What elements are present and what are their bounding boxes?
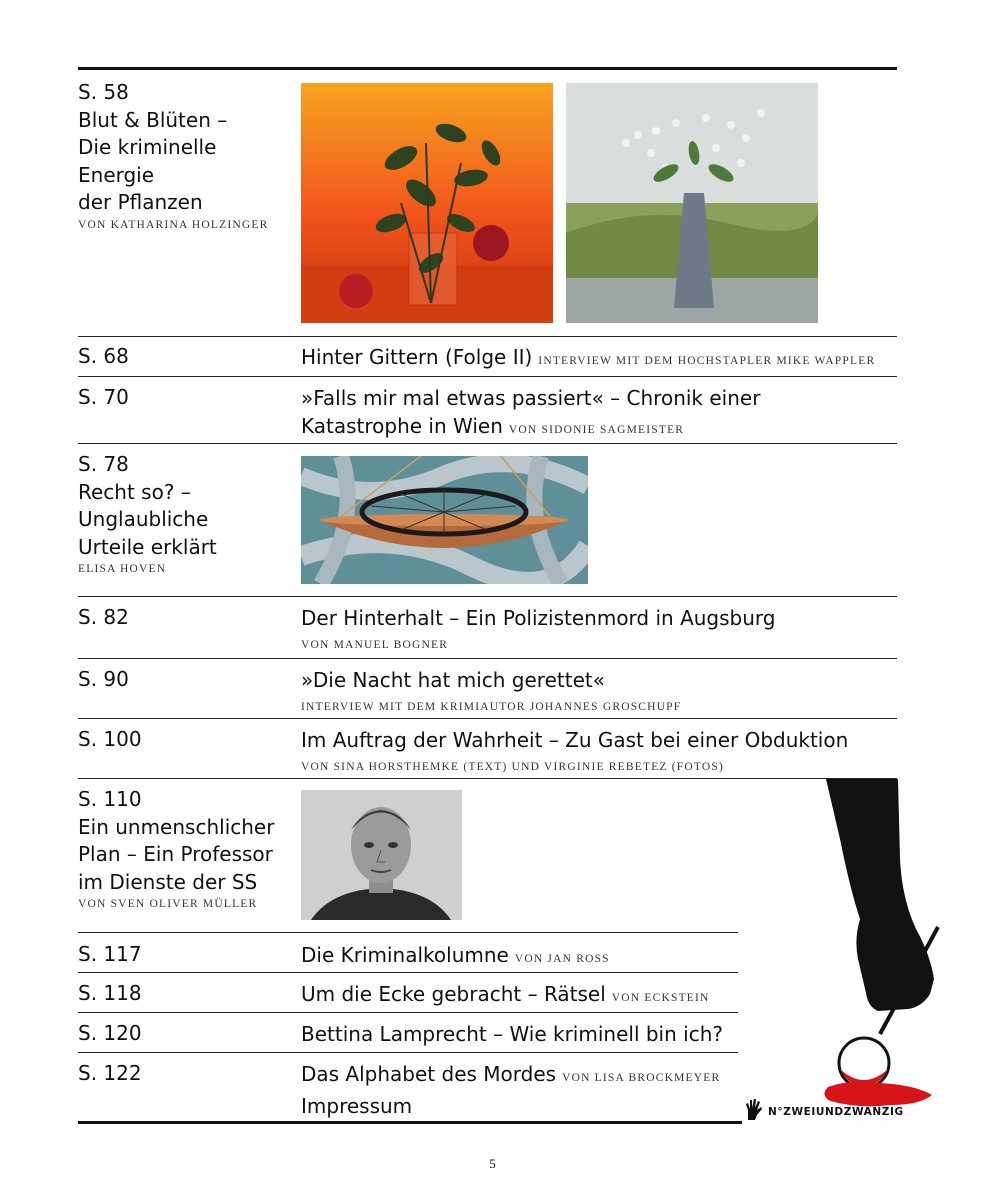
entry-title: Das Alphabet des Mordes (301, 1062, 557, 1086)
divider (78, 1012, 738, 1013)
entry-byline: VON ECKSTEIN (611, 992, 710, 1004)
hand-icon (744, 1098, 764, 1126)
divider (78, 718, 897, 719)
bottom-rule (78, 1121, 742, 1124)
page-number: S. 58 (78, 80, 129, 104)
toc-entry-120[interactable] (301, 1020, 897, 1048)
entry-title-line: Ein unmenschlicher (78, 814, 275, 839)
entry-title: Bettina Lamprecht – Wie kriminell bin ich? (301, 1022, 723, 1046)
entry-title: Hinter Gittern (Folge II) (301, 345, 533, 369)
page-number: S. 78 (78, 452, 129, 476)
entry-title: Um die Ecke gebracht – Rätsel (301, 982, 606, 1006)
divider (78, 596, 897, 597)
entry-title-line: Unglaubliche (78, 507, 209, 531)
magnifier-hand-illustration (820, 779, 940, 1114)
toc-entry-58[interactable] (78, 79, 293, 231)
toc-entry-68[interactable] (301, 343, 897, 375)
page-number: S. 82 (78, 605, 129, 629)
entry-byline: VON LISA BROCKMEYER (562, 1072, 721, 1084)
toc-entry-117[interactable] (301, 941, 897, 973)
page-number: S. 120 (78, 1021, 142, 1045)
entry-byline: VON SIDONIE SAGMEISTER (508, 424, 685, 436)
entry-title-line: Die kriminelle (78, 135, 217, 159)
toc-entry-110[interactable] (78, 786, 293, 910)
entry-title-line: Plan – Ein Professor (78, 842, 273, 866)
page-number: S. 100 (78, 727, 142, 751)
toc-entry-118[interactable] (301, 980, 897, 1012)
entry-byline: VON MANUEL BOGNER (301, 639, 449, 651)
entry-byline: INTERVIEW MIT DEM KRIMIAUTOR JOHANNES GROSCHUPF (301, 701, 682, 713)
entry-title-line: Blut & Blüten – (78, 107, 228, 132)
scale-wheel-image (301, 456, 588, 584)
entry-title-line: Recht so? – (78, 479, 191, 504)
entry-byline: VON SINA HORSTHEMKE (TEXT) UND VIRGINIE REBETEZ (FOTOS) (301, 761, 725, 773)
entry-title: »Die Nacht hat mich gerettet« (301, 668, 605, 692)
entry-byline: ELISA HOVEN (78, 563, 167, 575)
entry-title-line: Energie (78, 162, 155, 187)
page-number: S. 110 (78, 787, 142, 811)
entry-title: Die Kriminalkolumne (301, 943, 509, 967)
entry-title: Impressum (301, 1094, 413, 1118)
entry-byline: INTERVIEW MIT DEM HOCHSTAPLER MIKE WAPPLER (538, 355, 876, 367)
entry-title-line: »Falls mir mal etwas passiert« – Chronik einer (301, 386, 761, 410)
divider (78, 658, 897, 659)
entry-byline: VON KATHARINA HOLZINGER (78, 218, 269, 231)
divider (78, 336, 897, 337)
toc-entry-82[interactable] (301, 604, 897, 653)
divider (78, 972, 738, 973)
entry-title-line: Urteile erklärt (78, 534, 217, 559)
divider (78, 932, 738, 933)
page-folio: 5 (489, 1156, 496, 1171)
toc-entry-90[interactable] (301, 666, 897, 715)
roses-image (301, 83, 553, 323)
toc-entry-78[interactable] (78, 451, 293, 575)
entry-title: Der Hinterhalt – Ein Polizistenmord in Augsburg (301, 606, 776, 630)
entry-title-line: Katastrophe in Wien (301, 414, 503, 438)
page-number: S. 117 (78, 942, 142, 966)
entry-byline: VON SVEN OLIVER MÜLLER (78, 898, 258, 910)
divider (78, 443, 897, 444)
divider (78, 376, 897, 377)
divider (78, 778, 897, 779)
toc-entry-70[interactable] (301, 384, 897, 444)
top-rule (78, 67, 897, 70)
page-number: S. 68 (78, 344, 129, 368)
divider (78, 1052, 738, 1053)
brand-text: N°ZWEIUNDZWANZIG (768, 1106, 904, 1118)
entry-title: Im Auftrag der Wahrheit – Zu Gast bei einer Obduktion (301, 728, 849, 752)
toc-entry-100[interactable] (301, 726, 897, 775)
page-number: S. 70 (78, 385, 129, 409)
entry-title-line: der Pflanzen (78, 190, 203, 214)
page-number: S. 90 (78, 667, 129, 691)
lily-vase-image (566, 83, 818, 323)
entry-title-line: im Dienste der SS (78, 869, 258, 894)
brand-mark (744, 1099, 904, 1125)
entry-byline: VON JAN ROSS (514, 953, 610, 965)
page-number: S. 118 (78, 981, 142, 1005)
page-number: S. 122 (78, 1061, 142, 1085)
portrait-photo (301, 790, 462, 920)
